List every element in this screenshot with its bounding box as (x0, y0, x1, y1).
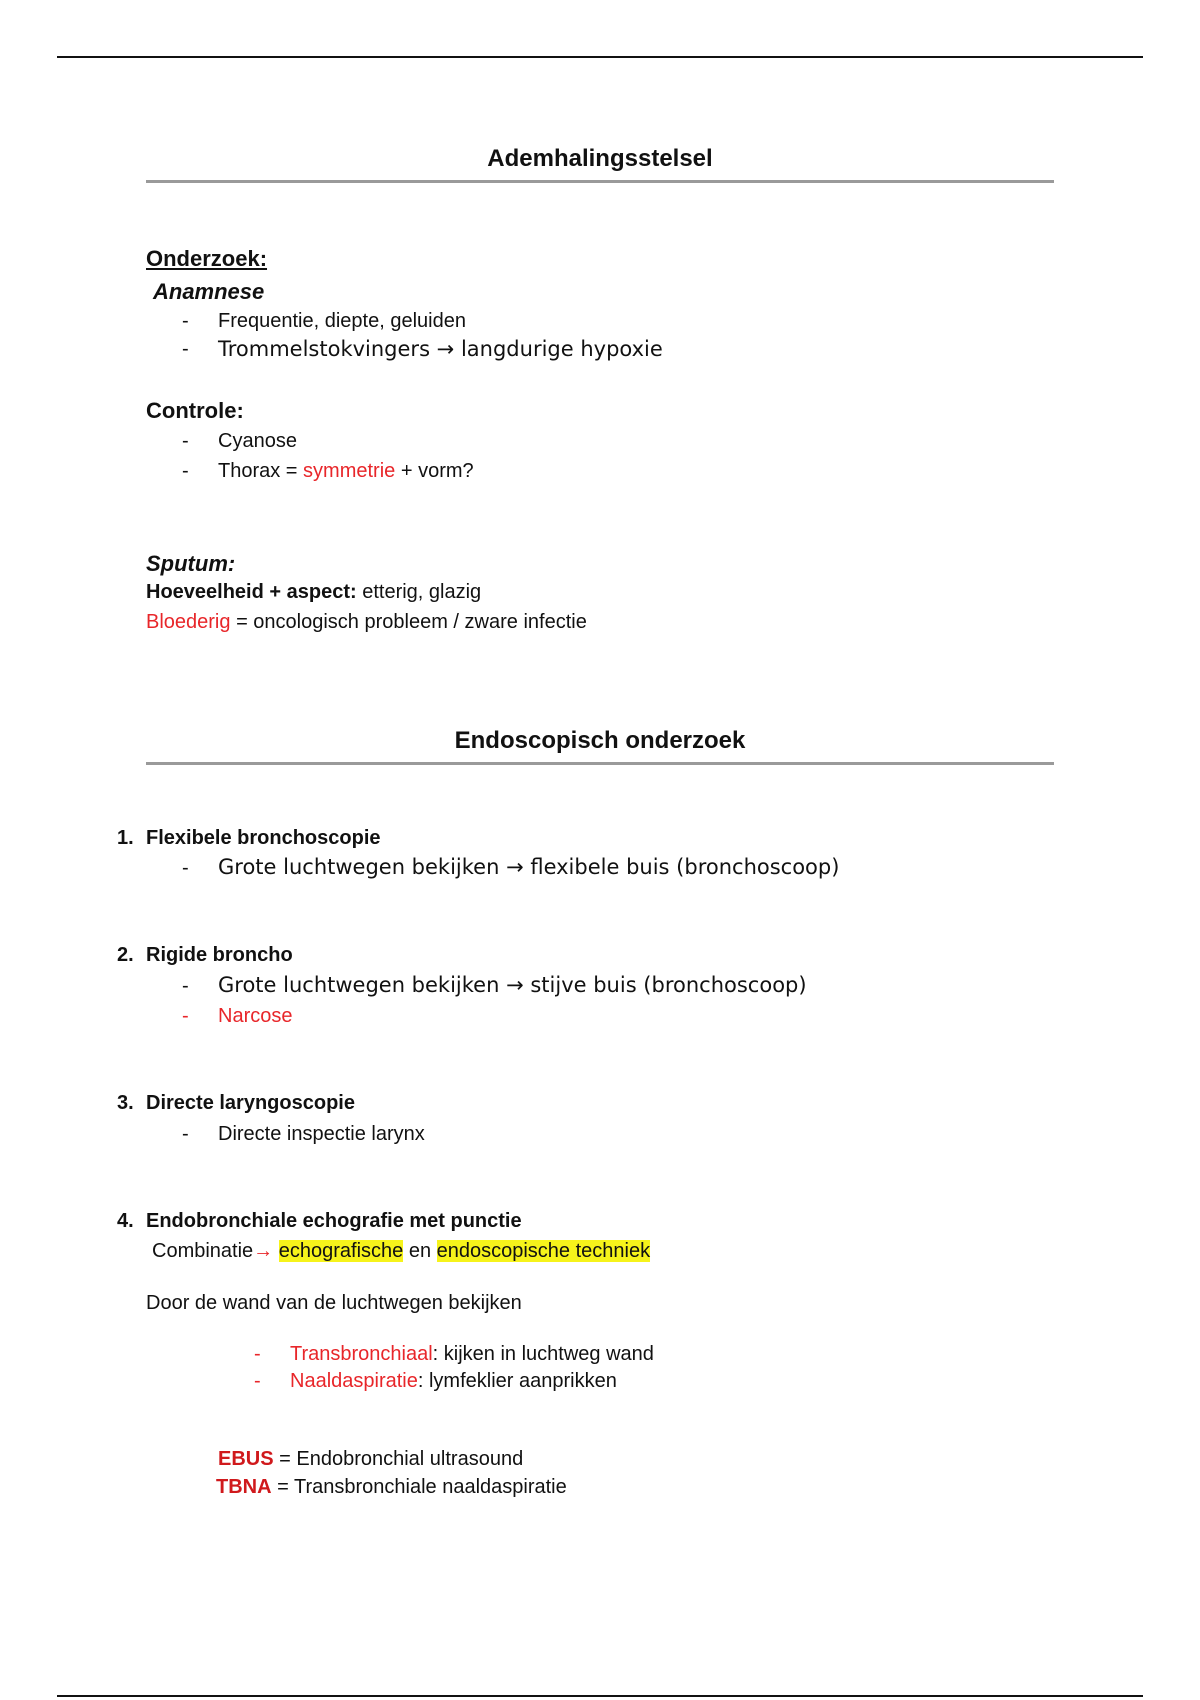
abbr-ebus-line (218, 1448, 523, 1471)
hoeveelheid-label: Hoeveelheid + aspect: (146, 581, 357, 603)
item-title-rigide: Rigide broncho (146, 944, 293, 966)
door-de-wand-line: Door de wand van de luchtwegen bekijken (146, 1292, 522, 1314)
bullet-dash: - (182, 460, 189, 482)
transbronchiaal-label: Transbronchiaal (290, 1343, 433, 1365)
controle-heading: Controle: (146, 398, 244, 423)
thorax-text: Thorax = (218, 460, 304, 482)
item-number: 3. (117, 1092, 134, 1114)
item-number: 2. (117, 944, 134, 966)
anamnese-bullet-2: Trommelstokvingers → langdurige hypoxie (218, 337, 663, 361)
highlight-endoscopische: endoscopische techniek (436, 1240, 651, 1262)
symmetrie-text: symmetrie (303, 460, 396, 482)
section-title-underline (146, 762, 1054, 765)
sputum-line-hoeveelheid (146, 581, 481, 604)
abbr-ebus: EBUS (218, 1448, 274, 1470)
item-number: 1. (117, 827, 134, 849)
controle-bullet-thorax (218, 460, 474, 483)
onderzoek-heading: Onderzoek: (146, 246, 268, 271)
controle-bullet-cyanose: Cyanose (218, 430, 297, 452)
bullet-dash: - (182, 1123, 189, 1145)
transbronchiaal-line (290, 1343, 654, 1366)
item-title-flexibele: Flexibele bronchoscopie (146, 827, 381, 849)
abbr-tbna: TBNA (216, 1476, 272, 1498)
bullet-dash: - (182, 310, 189, 332)
section-title-underline (146, 180, 1054, 183)
abbr-tbna-meaning: = Transbronchiale naaldaspiratie (271, 1476, 567, 1498)
bullet-dash: - (254, 1370, 261, 1392)
bullet-dash: - (182, 430, 189, 452)
item-3-bullet: Directe inspectie larynx (218, 1123, 425, 1145)
transbronchiaal-value: : kijken in luchtweg wand (432, 1343, 654, 1365)
page-top-rule (57, 56, 1143, 58)
item-1-bullet: Grote luchtwegen bekijken → flexibele buis (bronchoscoop) (218, 855, 840, 879)
naaldaspiratie-value: : lymfeklier aanprikken (417, 1370, 617, 1392)
bullet-dash: - (182, 338, 189, 360)
vorm-text: + vorm? (395, 460, 474, 482)
item-2-bullet: Grote luchtwegen bekijken → stijve buis (bronchoscoop) (218, 973, 807, 997)
arrow-icon: → (253, 1240, 274, 1262)
bloederig-label: Bloederig (146, 611, 231, 633)
item-number: 4. (117, 1210, 134, 1232)
item-title-laryngoscopie: Directe laryngoscopie (146, 1092, 355, 1114)
naaldaspiratie-line (290, 1370, 617, 1393)
item-title-endobronchiale: Endobronchiale echografie met punctie (146, 1210, 522, 1232)
anamnese-subheading: Anamnese (153, 279, 265, 304)
abbr-tbna-line (216, 1476, 567, 1499)
hoeveelheid-value: etterig, glazig (356, 581, 482, 603)
bloederig-value: = oncologisch probleem / zware infectie (230, 611, 587, 633)
abbr-ebus-meaning: = Endobronchial ultrasound (273, 1448, 524, 1470)
section-title-ademhalingsstelsel: Ademhalingsstelsel (487, 145, 713, 172)
bullet-dash: - (182, 975, 189, 997)
item-2-narcose: Narcose (218, 1005, 293, 1027)
bullet-dash: - (182, 857, 189, 879)
bullet-dash: - (182, 1005, 189, 1027)
section-title-endoscopisch: Endoscopisch onderzoek (454, 727, 746, 754)
naaldaspiratie-label: Naaldaspiratie (290, 1370, 418, 1392)
page-bottom-rule (57, 1695, 1143, 1697)
sputum-heading: Sputum: (146, 551, 236, 576)
highlight-echografische: echografische (278, 1240, 404, 1262)
bullet-dash: - (254, 1343, 261, 1365)
combinatie-line (152, 1240, 650, 1263)
combinatie-en: en (403, 1240, 437, 1262)
combinatie-label: Combinatie (152, 1240, 254, 1262)
sputum-line-bloederig (146, 611, 587, 634)
anamnese-bullet-1: Frequentie, diepte, geluiden (218, 310, 466, 332)
